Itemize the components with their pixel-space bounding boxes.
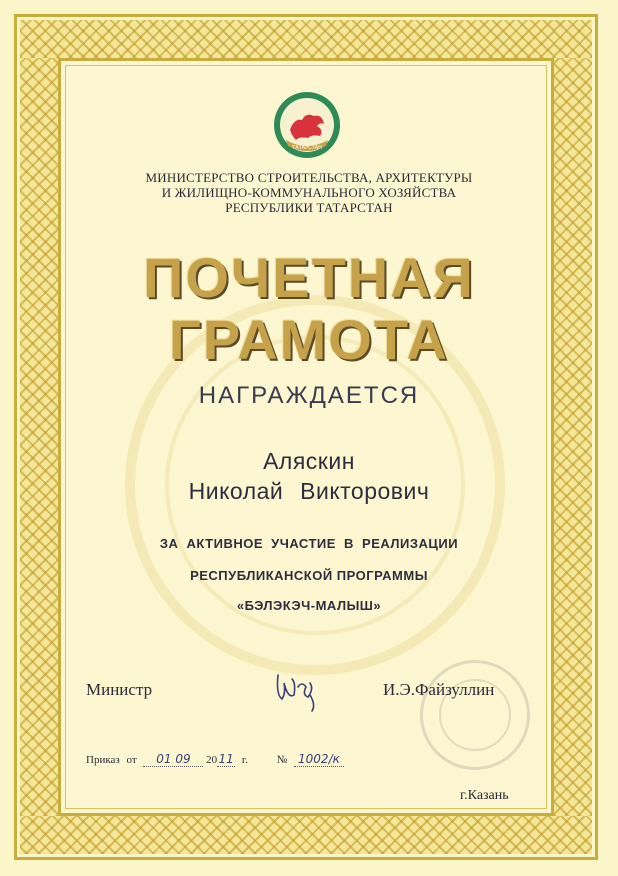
title-line-1: ПОЧЕТНАЯ — [143, 246, 475, 309]
city-label: г.Казань — [460, 788, 509, 803]
order-year-label: г. — [241, 754, 248, 766]
order-from-label: от — [126, 754, 137, 766]
reason-line-1: ЗА АКТИВНОЕ УЧАСТИЕ В РЕАЛИЗАЦИИ — [159, 536, 459, 551]
ministry-line-1: МИНИСТЕРСТВО СТРОИТЕЛЬСТВА, АРХИТЕКТУРЫ — [145, 170, 473, 185]
reason-line-2: РЕСПУБЛИКАНСКОЙ ПРОГРАММЫ — [190, 568, 428, 583]
signatory-name: И.Э.Файзуллин — [383, 680, 495, 699]
tatarstan-emblem-icon — [272, 90, 342, 160]
order-date-value: 01 09 — [143, 752, 203, 767]
signatory-title: Министр — [86, 680, 153, 699]
official-stamp-icon — [420, 660, 530, 770]
order-number-label: № — [276, 754, 288, 766]
recipient-surname: Аляскин — [263, 448, 355, 474]
ministry-name — [70, 170, 548, 215]
svg-text:ТАТАРСТАН: ТАТАРСТАН — [292, 145, 322, 151]
order-line — [86, 752, 344, 767]
title-line-2: ГРАМОТА — [169, 308, 449, 371]
reason-line-3: «БЭЛЭКЭЧ-МАЛЫШ» — [236, 598, 382, 613]
ministry-line-2: И ЖИЛИЩНО-КОММУНАЛЬНОГО ХОЗЯЙСТВА — [161, 185, 457, 200]
awarded-label: НАГРАЖДАЕТСЯ — [198, 382, 420, 409]
order-year-prefix: 20 — [206, 754, 218, 766]
ministry-line-3: РЕСПУБЛИКИ ТАТАРСТАН — [225, 200, 393, 215]
recipient-given-names: Николай Викторович — [188, 478, 430, 504]
signature-icon — [270, 665, 330, 715]
order-prefix: Приказ — [86, 754, 120, 766]
order-year-value: 11 — [218, 752, 234, 766]
order-number-value: 1002/к — [294, 752, 344, 767]
